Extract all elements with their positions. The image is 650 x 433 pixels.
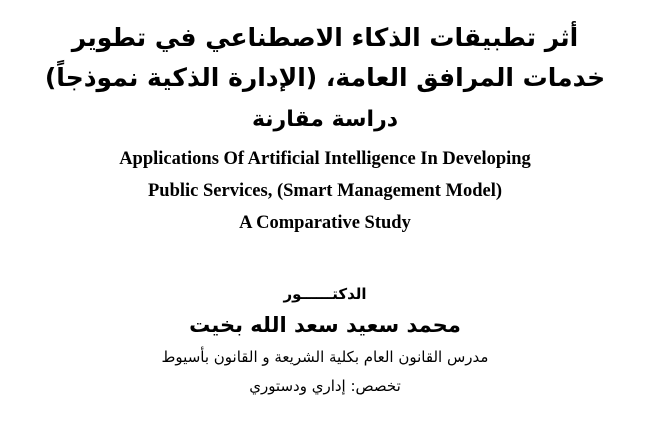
arabic-title-line-1: أثر تطبيقات الذكاء الاصطناعي في تطوير [71, 23, 579, 52]
author-specialty: تخصص: إداري ودستوري [249, 377, 401, 395]
author-name: محمد سعيد سعد الله بخيت [189, 313, 461, 337]
author-position: مدرس القانون العام بكلية الشريعة و القانون بأسيوط [161, 348, 489, 366]
author-degree: الدكتــــــور [283, 285, 367, 303]
english-title-line-1: Applications Of Artificial Intelligence In Developing [119, 149, 531, 169]
english-subtitle: A Comparative Study [239, 213, 411, 233]
arabic-title-line-2: خدمات المرافق العامة، (الإدارة الذكية نموذجاً) [44, 63, 606, 92]
english-title-line-2: Public Services, (Smart Management Model) [148, 181, 502, 201]
arabic-subtitle: دراسة مقارنة [251, 107, 399, 132]
